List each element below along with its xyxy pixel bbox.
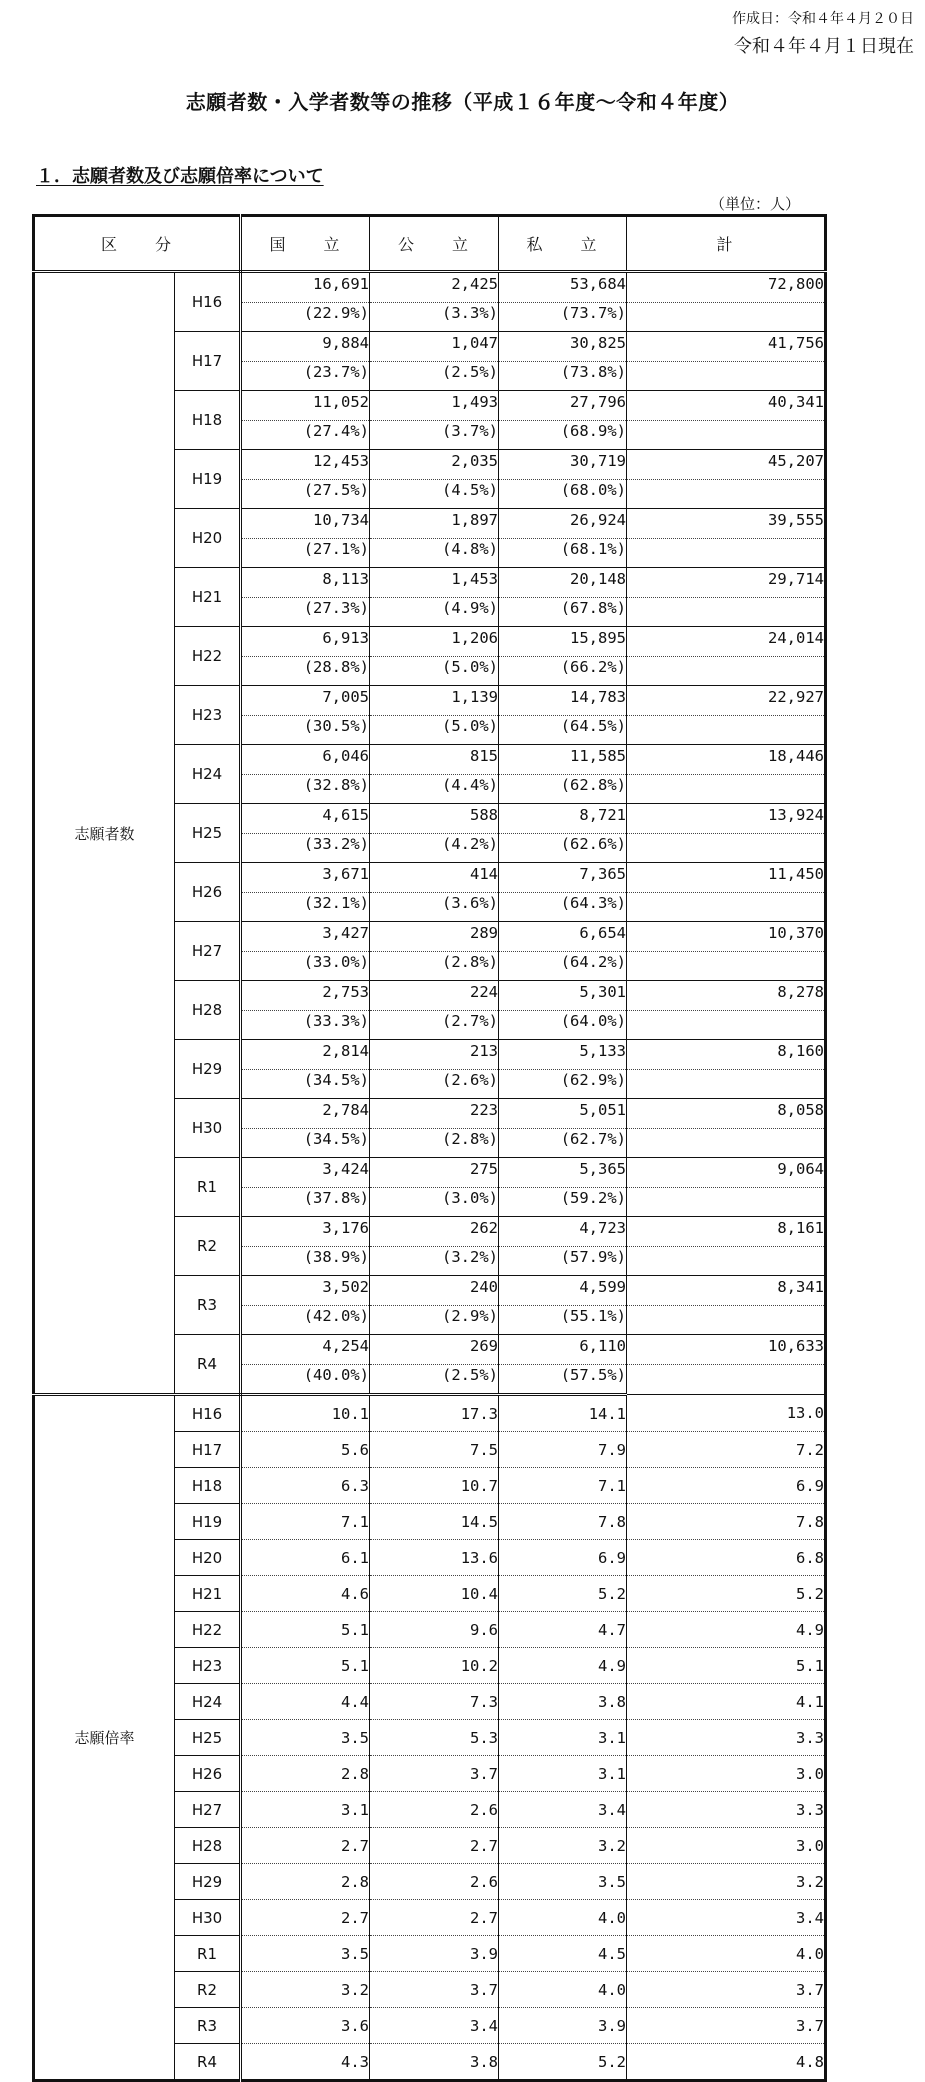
value-private: 5,301 [499,981,627,1011]
value-public: 213 [370,1040,499,1070]
percent-private: (55.1%) [499,1306,627,1335]
value-private: 4,599 [499,1276,627,1306]
ratio-national: 6.1 [241,1540,370,1576]
ratio-private: 4.0 [499,1900,627,1936]
category-applicants: 志願者数 [34,272,175,1395]
value-national: 9,884 [241,332,370,362]
value-private: 15,895 [499,627,627,657]
ratio-total: 3.7 [627,1972,826,2008]
ratio-public: 3.7 [370,1972,499,2008]
ratio-national: 7.1 [241,1504,370,1540]
percent-national: (22.9%) [241,303,370,332]
value-public: 224 [370,981,499,1011]
percent-private: (64.2%) [499,952,627,981]
year-cell: H23 [175,686,241,745]
percent-public: (2.9%) [370,1306,499,1335]
percent-private: (57.5%) [499,1365,627,1395]
value-national: 6,913 [241,627,370,657]
value-total-pct-blank [627,303,826,332]
ratio-public: 2.6 [370,1792,499,1828]
year-cell: H21 [175,568,241,627]
percent-private: (64.3%) [499,893,627,922]
ratio-public: 10.4 [370,1576,499,1612]
ratio-public: 2.7 [370,1900,499,1936]
value-national: 3,502 [241,1276,370,1306]
value-total-pct-blank [627,598,826,627]
value-total: 8,161 [627,1217,826,1247]
year-cell: H22 [175,1612,241,1648]
ratio-private: 4.9 [499,1648,627,1684]
year-cell: R1 [175,1158,241,1217]
value-public: 1,493 [370,391,499,421]
year-cell: R4 [175,2044,241,2081]
value-total: 29,714 [627,568,826,598]
percent-national: (40.0%) [241,1365,370,1395]
value-total-pct-blank [627,1011,826,1040]
percent-national: (32.8%) [241,775,370,804]
header-national: 国 立 [241,216,370,272]
ratio-public: 3.7 [370,1756,499,1792]
ratio-public: 3.4 [370,2008,499,2044]
ratio-private: 3.4 [499,1792,627,1828]
value-total-pct-blank [627,775,826,804]
value-public: 1,453 [370,568,499,598]
year-cell: R4 [175,1335,241,1395]
percent-public: (4.9%) [370,598,499,627]
percent-public: (4.4%) [370,775,499,804]
percent-public: (5.0%) [370,657,499,686]
ratio-national: 5.1 [241,1612,370,1648]
percent-public: (4.8%) [370,539,499,568]
value-national: 4,254 [241,1335,370,1365]
ratio-total: 7.2 [627,1432,826,1468]
ratio-total: 5.2 [627,1576,826,1612]
ratio-total: 4.8 [796,2052,825,2071]
year-cell: H17 [175,332,241,391]
value-total: 22,927 [627,686,826,716]
value-public: 815 [370,745,499,775]
year-cell: H23 [175,1648,241,1684]
year-cell: R2 [175,1972,241,2008]
percent-public: (2.8%) [370,1129,499,1158]
value-total: 18,446 [627,745,826,775]
ratio-national: 3.6 [241,2008,370,2044]
value-total-pct-blank [627,716,826,745]
year-cell: R3 [175,2008,241,2044]
percent-public: (3.6%) [370,893,499,922]
value-public: 1,206 [370,627,499,657]
value-private: 14,783 [499,686,627,716]
year-cell: H20 [175,1540,241,1576]
ratio-total: 5.1 [627,1648,826,1684]
year-cell: H26 [175,1756,241,1792]
value-national: 3,176 [241,1217,370,1247]
ratio-national: 2.8 [241,1756,370,1792]
percent-national: (37.8%) [241,1188,370,1217]
percent-private: (64.5%) [499,716,627,745]
ratio-total: 4.1 [627,1684,826,1720]
ratio-public: 9.6 [370,1612,499,1648]
table-row [34,272,826,303]
ratio-total: 3.0 [627,1828,826,1864]
ratio-private: 7.8 [499,1504,627,1540]
percent-public: (2.7%) [370,1011,499,1040]
year-cell: H25 [175,1720,241,1756]
ratio-public: 13.6 [370,1540,499,1576]
value-total-pct-blank [627,657,826,686]
ratio-national: 10.1 [241,1395,370,1432]
ratio-public: 10.7 [370,1468,499,1504]
ratio-national: 2.7 [241,1900,370,1936]
ratio-public: 3.9 [370,1936,499,1972]
value-public: 414 [370,863,499,893]
value-national: 3,427 [241,922,370,952]
year-cell: H16 [175,272,241,332]
percent-national: (33.2%) [241,834,370,863]
percent-national: (27.3%) [241,598,370,627]
ratio-public: 2.6 [370,1864,499,1900]
ratio-public: 5.3 [370,1720,499,1756]
ratio-public: 17.3 [370,1395,499,1432]
value-national: 2,814 [241,1040,370,1070]
percent-private: (73.8%) [499,362,627,391]
value-total: 39,555 [627,509,826,539]
value-public: 262 [370,1217,499,1247]
value-public: 588 [370,804,499,834]
value-public: 269 [370,1335,499,1365]
value-private: 30,719 [499,450,627,480]
year-cell: R3 [175,1276,241,1335]
value-total-pct-blank [627,1306,826,1335]
percent-public: (2.5%) [370,1365,499,1395]
value-national: 8,113 [241,568,370,598]
ratio-private: 3.9 [499,2008,627,2044]
value-private: 5,051 [499,1099,627,1129]
value-total: 13,924 [627,804,826,834]
value-public: 289 [370,922,499,952]
value-total-pct-blank [627,1070,826,1099]
value-national: 16,691 [241,272,370,303]
ratio-national: 5.1 [241,1648,370,1684]
year-cell: H19 [175,450,241,509]
year-cell: H21 [175,1576,241,1612]
value-public: 275 [370,1158,499,1188]
ratio-national: 2.7 [241,1828,370,1864]
value-national: 4,615 [241,804,370,834]
percent-public: (3.7%) [370,421,499,450]
table-header-row [34,216,826,272]
ratio-private: 5.2 [499,2044,627,2081]
year-cell: R1 [175,1936,241,1972]
value-total-pct-blank [627,1188,826,1217]
percent-national: (28.8%) [241,657,370,686]
value-public: 1,139 [370,686,499,716]
value-total: 11,450 [627,863,826,893]
ratio-national: 5.6 [241,1432,370,1468]
ratio-national: 3.2 [241,1972,370,2008]
value-total: 8,058 [627,1099,826,1129]
value-public: 1,047 [370,332,499,362]
percent-public: (3.3%) [370,303,499,332]
ratio-total: 13.0 [627,1395,826,1432]
year-cell: H27 [175,1792,241,1828]
ratio-public: 7.5 [370,1432,499,1468]
percent-national: (30.5%) [241,716,370,745]
value-total-pct-blank [627,1365,826,1395]
value-private: 20,148 [499,568,627,598]
value-national: 2,753 [241,981,370,1011]
ratio-public: 3.8 [370,2044,499,2081]
value-total-pct-blank [627,1247,826,1276]
ratio-national: 4.6 [241,1576,370,1612]
value-national: 7,005 [241,686,370,716]
value-total-pct-blank [627,1129,826,1158]
value-private: 6,654 [499,922,627,952]
ratio-national: 2.8 [241,1864,370,1900]
value-national: 11,052 [241,391,370,421]
percent-public: (5.0%) [370,716,499,745]
percent-national: (34.5%) [241,1129,370,1158]
value-total: 40,341 [627,391,826,421]
section-title: １．志願者数及び志願倍率について [36,166,324,187]
percent-public: (3.0%) [370,1188,499,1217]
value-total: 41,756 [627,332,826,362]
header-category: 区 分 [34,216,241,272]
value-private: 30,825 [499,332,627,362]
year-cell: H29 [175,1040,241,1099]
table-body [34,272,826,2081]
value-public: 2,035 [370,450,499,480]
percent-private: (62.8%) [499,775,627,804]
created-date: 作成日：令和４年４月２０日 [732,11,914,27]
ratio-private: 3.8 [499,1684,627,1720]
ratio-public: 2.7 [370,1828,499,1864]
value-national: 12,453 [241,450,370,480]
percent-national: (42.0%) [241,1306,370,1335]
year-cell: H24 [175,745,241,804]
ratio-total: 4.0 [627,1936,826,1972]
percent-national: (34.5%) [241,1070,370,1099]
year-cell: R2 [175,1217,241,1276]
category-ratio: 志願倍率 [34,1395,175,2081]
ratio-total: 3.3 [627,1720,826,1756]
as-of-date: 令和４年４月１日現在 [734,36,914,57]
ratio-public: 10.2 [370,1648,499,1684]
year-cell: H28 [175,981,241,1040]
percent-private: (67.8%) [499,598,627,627]
percent-private: (57.9%) [499,1247,627,1276]
year-cell: H17 [175,1432,241,1468]
table-row [34,1395,826,1432]
percent-private: (62.9%) [499,1070,627,1099]
percent-public: (4.2%) [370,834,499,863]
percent-private: (68.0%) [499,480,627,509]
header-private: 私 立 [499,216,627,272]
header-total: 計 [627,216,826,272]
percent-public: (3.2%) [370,1247,499,1276]
ratio-public: 14.5 [370,1504,499,1540]
ratio-national: 6.3 [241,1468,370,1504]
percent-national: (27.1%) [241,539,370,568]
percent-private: (68.9%) [499,421,627,450]
ratio-total: 4.9 [627,1612,826,1648]
value-private: 11,585 [499,745,627,775]
value-total-pct-blank [627,952,826,981]
value-national: 3,424 [241,1158,370,1188]
percent-public: (4.5%) [370,480,499,509]
value-private: 7,365 [499,863,627,893]
percent-national: (38.9%) [241,1247,370,1276]
unit-label: （単位：人） [710,195,801,213]
ratio-private: 3.1 [499,1756,627,1792]
ratio-private: 6.9 [499,1540,627,1576]
percent-private: (64.0%) [499,1011,627,1040]
year-cell: H30 [175,1900,241,1936]
ratio-private: 3.2 [499,1828,627,1864]
ratio-total: 6.8 [627,1540,826,1576]
ratio-total: 3.7 [627,2008,826,2044]
ratio-total: 3.0 [627,1756,826,1792]
year-cell: H22 [175,627,241,686]
value-national: 10,734 [241,509,370,539]
ratio-public: 7.3 [370,1684,499,1720]
ratio-national: 3.5 [241,1936,370,1972]
ratio-total: 3.2 [627,1864,826,1900]
header-public: 公 立 [370,216,499,272]
value-total-pct-blank [627,834,826,863]
year-cell: H30 [175,1099,241,1158]
value-total: 10,370 [627,922,826,952]
value-private: 5,133 [499,1040,627,1070]
value-total: 9,064 [627,1158,826,1188]
value-national: 2,784 [241,1099,370,1129]
year-cell: H20 [175,509,241,568]
ratio-national: 4.3 [241,2044,370,2081]
ratio-total: 3.3 [627,1792,826,1828]
ratio-total: 3.4 [627,1900,826,1936]
value-private: 53,684 [499,272,627,303]
value-national: 3,671 [241,863,370,893]
year-cell: H18 [175,391,241,450]
value-total-pct-blank [627,480,826,509]
value-total: 8,160 [627,1040,826,1070]
value-private: 27,796 [499,391,627,421]
ratio-private: 3.1 [499,1720,627,1756]
value-total-pct-blank [627,362,826,391]
ratio-total: 6.9 [627,1468,826,1504]
value-total: 45,207 [627,450,826,480]
value-public: 223 [370,1099,499,1129]
percent-public: (2.6%) [370,1070,499,1099]
ratio-national: 4.4 [241,1684,370,1720]
value-national: 6,046 [241,745,370,775]
year-cell: H19 [175,1504,241,1540]
year-cell: H16 [175,1395,241,1432]
year-cell: H29 [175,1864,241,1900]
year-cell: H25 [175,804,241,863]
ratio-national: 3.5 [241,1720,370,1756]
percent-national: (27.5%) [241,480,370,509]
percent-national: (33.0%) [241,952,370,981]
value-total: 8,341 [627,1276,826,1306]
percent-private: (66.2%) [499,657,627,686]
value-total-pct-blank [627,893,826,922]
value-private: 26,924 [499,509,627,539]
value-total-pct-blank [627,421,826,450]
ratio-private: 4.5 [499,1936,627,1972]
value-private: 6,110 [499,1335,627,1365]
percent-public: (2.5%) [370,362,499,391]
value-total: 72,800 [627,272,826,303]
ratio-total: 7.8 [627,1504,826,1540]
percent-national: (32.1%) [241,893,370,922]
percent-private: (59.2%) [499,1188,627,1217]
percent-private: (62.6%) [499,834,627,863]
ratio-private: 3.5 [499,1864,627,1900]
year-cell: H27 [175,922,241,981]
ratio-private: 7.1 [499,1468,627,1504]
percent-national: (27.4%) [241,421,370,450]
value-total: 10,633 [627,1335,826,1365]
year-cell: H26 [175,863,241,922]
percent-private: (62.7%) [499,1129,627,1158]
ratio-private: 4.0 [499,1972,627,2008]
value-total-pct-blank [627,539,826,568]
percent-national: (23.7%) [241,362,370,391]
value-public: 240 [370,1276,499,1306]
document-title: 志願者数・入学者数等の推移（平成１６年度～令和４年度） [185,90,740,114]
value-private: 8,721 [499,804,627,834]
applicants-table [32,214,827,2082]
value-public: 2,425 [370,272,499,303]
year-cell: H24 [175,1684,241,1720]
percent-public: (2.8%) [370,952,499,981]
percent-private: (68.1%) [499,539,627,568]
ratio-private: 4.7 [499,1612,627,1648]
percent-private: (73.7%) [499,303,627,332]
value-private: 4,723 [499,1217,627,1247]
ratio-private: 14.1 [499,1395,627,1432]
value-total: 8,278 [627,981,826,1011]
year-cell: H18 [175,1468,241,1504]
ratio-private: 7.9 [499,1432,627,1468]
year-cell: H28 [175,1828,241,1864]
value-total: 24,014 [627,627,826,657]
value-public: 1,897 [370,509,499,539]
ratio-national: 3.1 [241,1792,370,1828]
percent-national: (33.3%) [241,1011,370,1040]
value-private: 5,365 [499,1158,627,1188]
ratio-private: 5.2 [499,1576,627,1612]
